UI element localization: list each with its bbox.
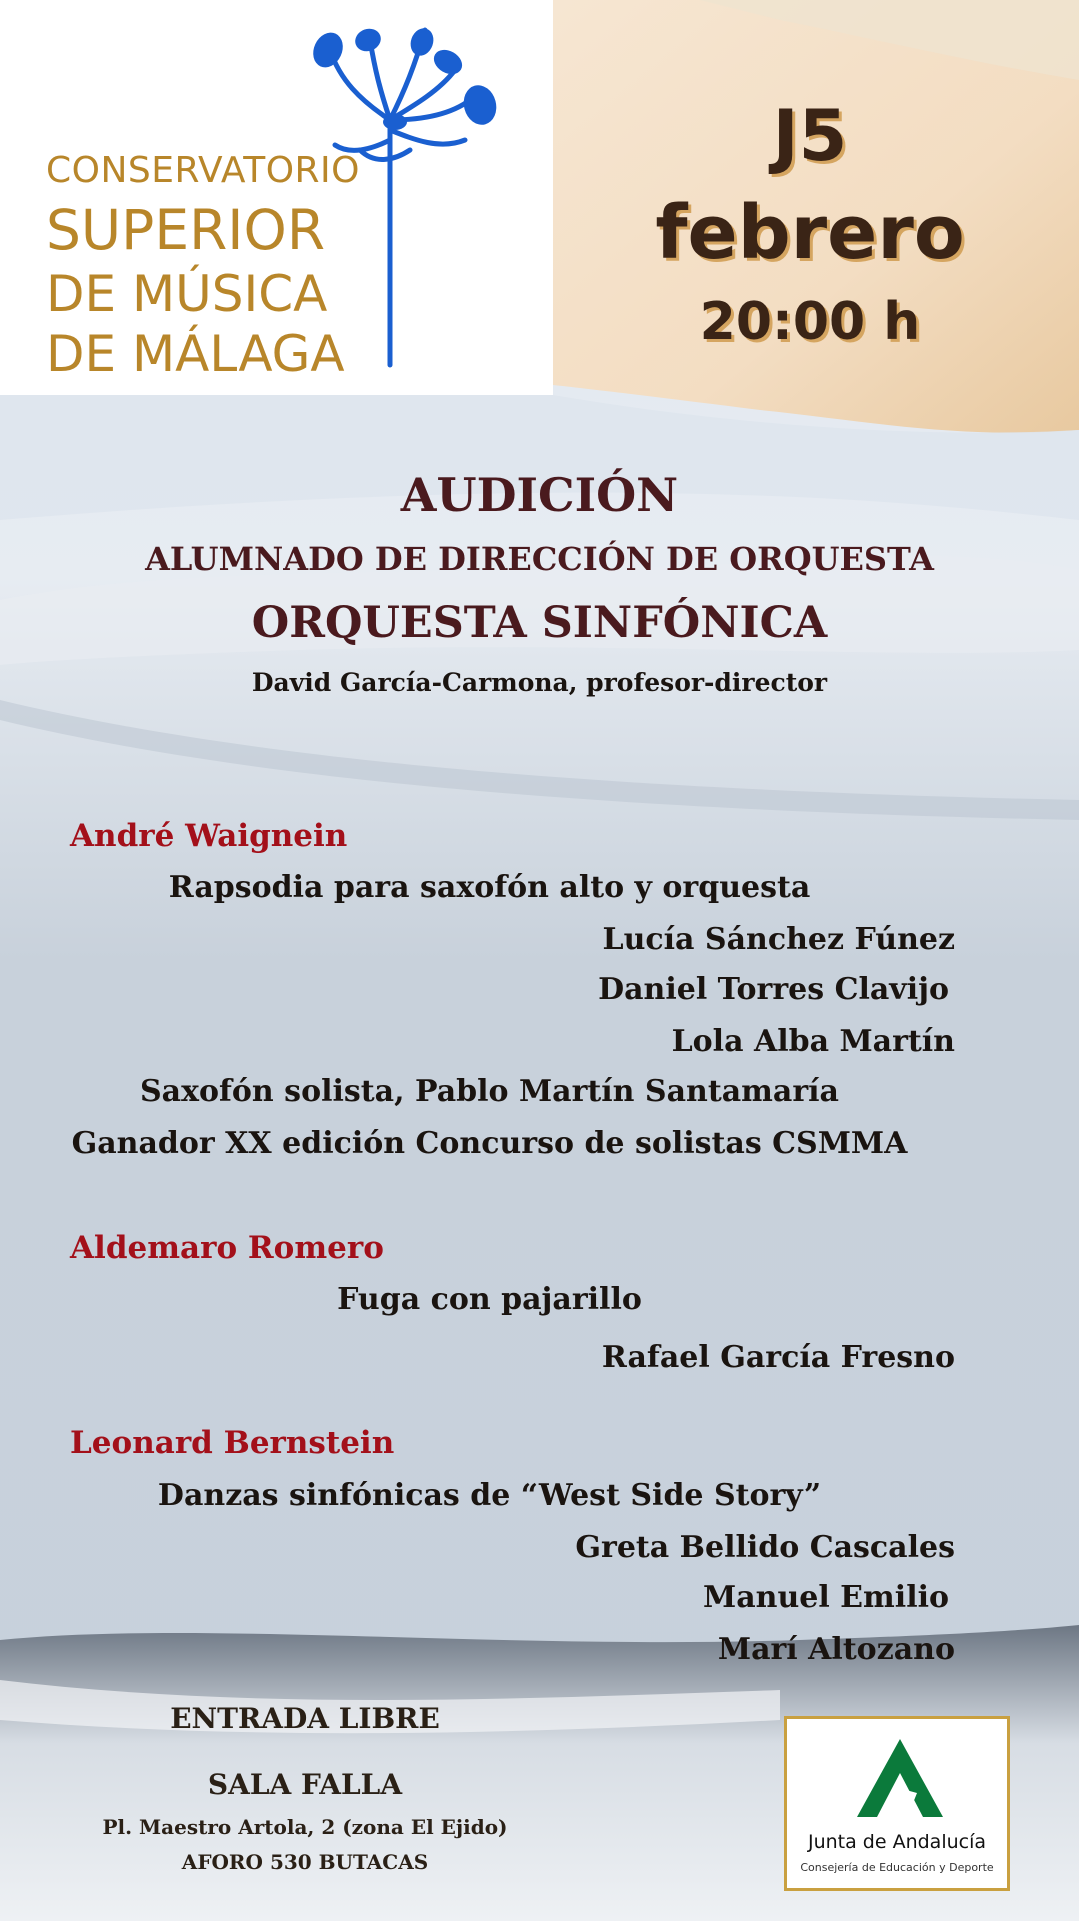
conductor-item: Lucía Sánchez Fúnez: [602, 922, 955, 957]
logo-line-4: DE MÁLAGA: [46, 325, 345, 383]
event-month: febrero: [655, 190, 965, 276]
junta-name: Junta de Andalucía: [807, 1831, 987, 1853]
audition-subtitle: ALUMNADO DE DIRECCIÓN DE ORQUESTA: [145, 540, 934, 578]
junta-dept: Consejería de Educación y Deporte: [800, 1861, 994, 1874]
soloist-line: Saxofón solista, Pablo Martín Santamaría: [140, 1074, 839, 1109]
composer-romero: Aldemaro Romero: [70, 1230, 384, 1266]
conductor-item: Greta Bellido Cascales: [575, 1530, 955, 1565]
composer-bernstein: Leonard Bernstein: [70, 1425, 395, 1461]
composer-waignein: André Waignein: [70, 818, 348, 854]
conductor-item: Daniel Torres Clavijo: [598, 972, 949, 1007]
audition-title: AUDICIÓN: [400, 468, 679, 522]
event-time: 20:00 h: [699, 292, 921, 352]
venue-capacity: AFORO 530 BUTACAS: [181, 1850, 429, 1874]
work-rapsodia: Rapsodia para saxofón alto y orquesta: [168, 870, 811, 905]
junta-a-icon: [855, 1737, 945, 1819]
award-line: Ganador XX edición Concurso de solistas CSMMA: [71, 1126, 908, 1161]
conservatory-logo: [0, 0, 553, 395]
conductor-item: Marí Altozano: [717, 1632, 955, 1667]
conductor-item: Rafael García Fresno: [601, 1340, 955, 1375]
logo-line-3: DE MÚSICA: [46, 265, 328, 323]
director-line: David García-Carmona, profesor-director: [251, 668, 828, 697]
entry-free: ENTRADA LIBRE: [170, 1702, 440, 1735]
work-danzas: Danzas sinfónicas de “West Side Story”: [157, 1478, 822, 1513]
logo-line-1: CONSERVATORIO: [46, 150, 360, 191]
music-notes-icon: [300, 20, 520, 380]
conductor-item: Lola Alba Martín: [671, 1024, 955, 1059]
venue-address: Pl. Maestro Artola, 2 (zona El Ejido): [102, 1815, 508, 1839]
event-day: J5: [772, 95, 848, 177]
orchestra-name: ORQUESTA SINFÓNICA: [251, 598, 828, 648]
junta-andalucia-logo: [784, 1716, 1010, 1891]
work-fuga: Fuga con pajarillo: [337, 1282, 642, 1317]
conductor-item: Manuel Emilio: [702, 1580, 949, 1615]
logo-line-2: SUPERIOR: [46, 198, 326, 262]
venue-name: SALA FALLA: [207, 1768, 403, 1801]
